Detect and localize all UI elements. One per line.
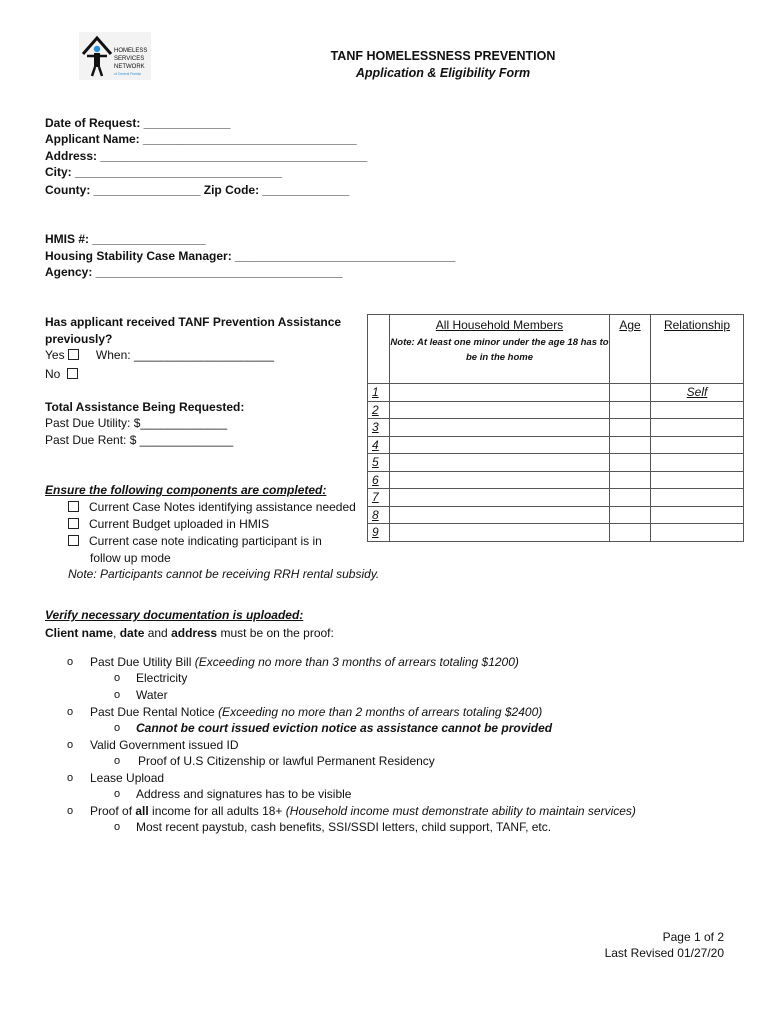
- age-cell[interactable]: [610, 471, 651, 489]
- row-number: 8: [368, 506, 390, 524]
- relationship-cell[interactable]: Self: [651, 384, 744, 402]
- age-cell[interactable]: [610, 419, 651, 437]
- agency-field[interactable]: Agency: _____________________________________: [45, 265, 343, 279]
- when-field[interactable]: When: _____________________: [95, 348, 275, 362]
- row-number-header: [368, 315, 390, 384]
- member-cell[interactable]: [390, 454, 610, 472]
- age-header-label: Age: [619, 318, 641, 332]
- row-number: 5: [368, 454, 390, 472]
- age-cell[interactable]: [610, 454, 651, 472]
- row-number: 6: [368, 471, 390, 489]
- yes-checkbox[interactable]: [68, 349, 79, 360]
- proof-rest: must be on the proof:: [217, 626, 334, 640]
- logo-line2: SERVICES: [114, 56, 145, 62]
- city-field[interactable]: City: _______________________________: [45, 165, 282, 179]
- yes-label: Yes: [45, 348, 65, 362]
- proof-address: address: [171, 626, 218, 640]
- prior-yes-row: [45, 348, 274, 362]
- member-cell[interactable]: [390, 419, 610, 437]
- prior-no-row: [45, 367, 78, 381]
- assistance-heading: Total Assistance Being Requested:: [45, 400, 245, 414]
- income-item: [90, 804, 636, 818]
- sub-bullet: o: [114, 788, 121, 800]
- last-revised: Last Revised 01/27/20: [604, 946, 724, 960]
- member-cell[interactable]: [390, 401, 610, 419]
- income-note: (Household income must demonstrate ability to maintain services): [285, 804, 636, 818]
- proof-date: date: [119, 626, 145, 640]
- case-manager-field[interactable]: Housing Stability Case Manager: _________________________________: [45, 249, 456, 263]
- relationship-cell[interactable]: [651, 419, 744, 437]
- relationship-cell[interactable]: [651, 489, 744, 507]
- form-subtitle: Application & Eligibility Form: [355, 66, 531, 80]
- rental-notice-label: Past Due Rental Notice: [90, 705, 219, 719]
- minor-note: Note: At least one minor under the age 18 has to be in the home: [390, 337, 609, 363]
- bullet: o: [67, 656, 74, 668]
- age-header: [610, 315, 651, 384]
- bullet: o: [67, 772, 74, 784]
- household-row: [368, 419, 744, 437]
- member-cell[interactable]: [390, 384, 610, 402]
- age-cell[interactable]: [610, 524, 651, 542]
- row-number: 9: [368, 524, 390, 542]
- household-row: [368, 384, 744, 402]
- rrh-note: Note: Participants cannot be receiving RRH rental subsidy.: [68, 567, 380, 581]
- prior-assistance-question-cont: previously?: [45, 332, 113, 346]
- bullet: o: [67, 739, 74, 751]
- county-zip-field[interactable]: County: ________________ Zip Code: _____________: [45, 183, 350, 197]
- income-all: all: [135, 804, 149, 818]
- age-cell[interactable]: [610, 489, 651, 507]
- applicant-name-field[interactable]: Applicant Name: ________________________________: [45, 132, 357, 146]
- page-number: Page 1 of 2: [662, 930, 724, 944]
- household-row: [368, 401, 744, 419]
- row-number: 3: [368, 419, 390, 437]
- relationship-cell[interactable]: [651, 454, 744, 472]
- sub-bullet: o: [114, 821, 121, 833]
- age-cell[interactable]: [610, 401, 651, 419]
- income-pre: Proof of: [90, 804, 136, 818]
- proof-sep-1: ,: [113, 626, 120, 640]
- electricity-item: Electricity: [136, 671, 188, 685]
- sub-bullet: o: [114, 755, 121, 767]
- sub-bullet: o: [114, 689, 121, 701]
- water-item: Water: [136, 688, 168, 702]
- logo-line1: HOMELESS: [114, 48, 148, 54]
- income-post: income for all adults 18+: [148, 804, 286, 818]
- verify-heading: Verify necessary documentation is uploaded:: [45, 608, 304, 622]
- age-cell[interactable]: [610, 384, 651, 402]
- age-cell[interactable]: [610, 436, 651, 454]
- component-label-1: Current Case Notes identifying assistance needed: [89, 500, 356, 514]
- row-number: 7: [368, 489, 390, 507]
- members-header: [390, 315, 610, 384]
- household-row: [368, 506, 744, 524]
- hmis-field[interactable]: HMIS #: _________________: [45, 232, 206, 246]
- member-cell[interactable]: [390, 506, 610, 524]
- member-cell[interactable]: [390, 436, 610, 454]
- past-due-utility-field[interactable]: Past Due Utility: $_____________: [45, 416, 228, 430]
- rental-notice-note: (Exceeding no more than 2 months of arrears totaling $2400): [218, 705, 543, 719]
- utility-bill-item: [90, 655, 519, 669]
- members-header-label: All Household Members: [435, 318, 564, 332]
- relationship-cell[interactable]: [651, 471, 744, 489]
- household-row: [368, 436, 744, 454]
- component-item-3-cont: follow up mode: [90, 551, 171, 565]
- gov-id-item: Valid Government issued ID: [90, 738, 239, 752]
- no-label: No: [45, 367, 61, 381]
- relationship-header: [651, 315, 744, 384]
- component-item-3: [68, 534, 322, 548]
- address-field[interactable]: Address: ________________________________________: [45, 149, 368, 163]
- household-header-row: [368, 315, 744, 384]
- household-row: [368, 471, 744, 489]
- no-checkbox[interactable]: [67, 368, 78, 379]
- sub-bullet: o: [114, 722, 121, 734]
- proof-requirements: [45, 626, 334, 640]
- eviction-note: Cannot be court issued eviction notice as assistance cannot be provided: [136, 721, 553, 735]
- component-checkbox-3[interactable]: [68, 535, 79, 546]
- component-checkbox-2[interactable]: [68, 518, 79, 529]
- component-checkbox-1[interactable]: [68, 501, 79, 512]
- household-table: [367, 314, 744, 542]
- row-number: 4: [368, 436, 390, 454]
- bullet: o: [67, 805, 74, 817]
- household-row: [368, 524, 744, 542]
- utility-bill-note: (Exceeding no more than 3 months of arrears totaling $1200): [194, 655, 519, 669]
- relationship-cell[interactable]: [651, 524, 744, 542]
- past-due-rent-field[interactable]: Past Due Rent: $ ______________: [45, 433, 234, 447]
- logo-line3: NETWORK: [114, 64, 145, 70]
- relationship-cell[interactable]: [651, 506, 744, 524]
- relationship-cell[interactable]: [651, 436, 744, 454]
- bullet: o: [67, 706, 74, 718]
- household-row: [368, 489, 744, 507]
- components-heading: Ensure the following components are completed:: [45, 483, 327, 497]
- row-number: 2: [368, 401, 390, 419]
- household-row: [368, 454, 744, 472]
- proof-sep-2: and: [144, 626, 172, 640]
- component-label-3: Current case note indicating participant is in: [89, 534, 322, 548]
- lease-item: Lease Upload: [90, 771, 165, 785]
- component-item-1: [68, 500, 356, 514]
- age-cell[interactable]: [610, 506, 651, 524]
- income-docs-item: Most recent paystub, cash benefits, SSI/SSDI letters, child support, TANF, etc.: [136, 820, 552, 834]
- component-label-2: Current Budget uploaded in HMIS: [89, 517, 270, 531]
- date-of-request-field[interactable]: Date of Request: _____________: [45, 116, 231, 130]
- prior-assistance-question: Has applicant received TANF Prevention Assistance: [45, 315, 342, 329]
- sub-bullet: o: [114, 672, 121, 684]
- component-item-2: [68, 517, 269, 531]
- relationship-cell[interactable]: [651, 401, 744, 419]
- rental-notice-item: [90, 705, 542, 719]
- citizenship-item: Proof of U.S Citizenship or lawful Permanent Residency: [138, 754, 435, 768]
- logo-subtitle: of Central Florida: [114, 72, 141, 76]
- relationship-header-label: Relationship: [663, 318, 731, 332]
- form-title: TANF HOMELESSNESS PREVENTION: [330, 49, 556, 63]
- member-cell[interactable]: [390, 471, 610, 489]
- row-number: 1: [368, 384, 390, 402]
- proof-client-name: Client name: [45, 626, 114, 640]
- member-cell[interactable]: [390, 524, 610, 542]
- member-cell[interactable]: [390, 489, 610, 507]
- signatures-item: Address and signatures has to be visible: [136, 787, 352, 801]
- utility-bill-label: Past Due Utility Bill: [90, 655, 195, 669]
